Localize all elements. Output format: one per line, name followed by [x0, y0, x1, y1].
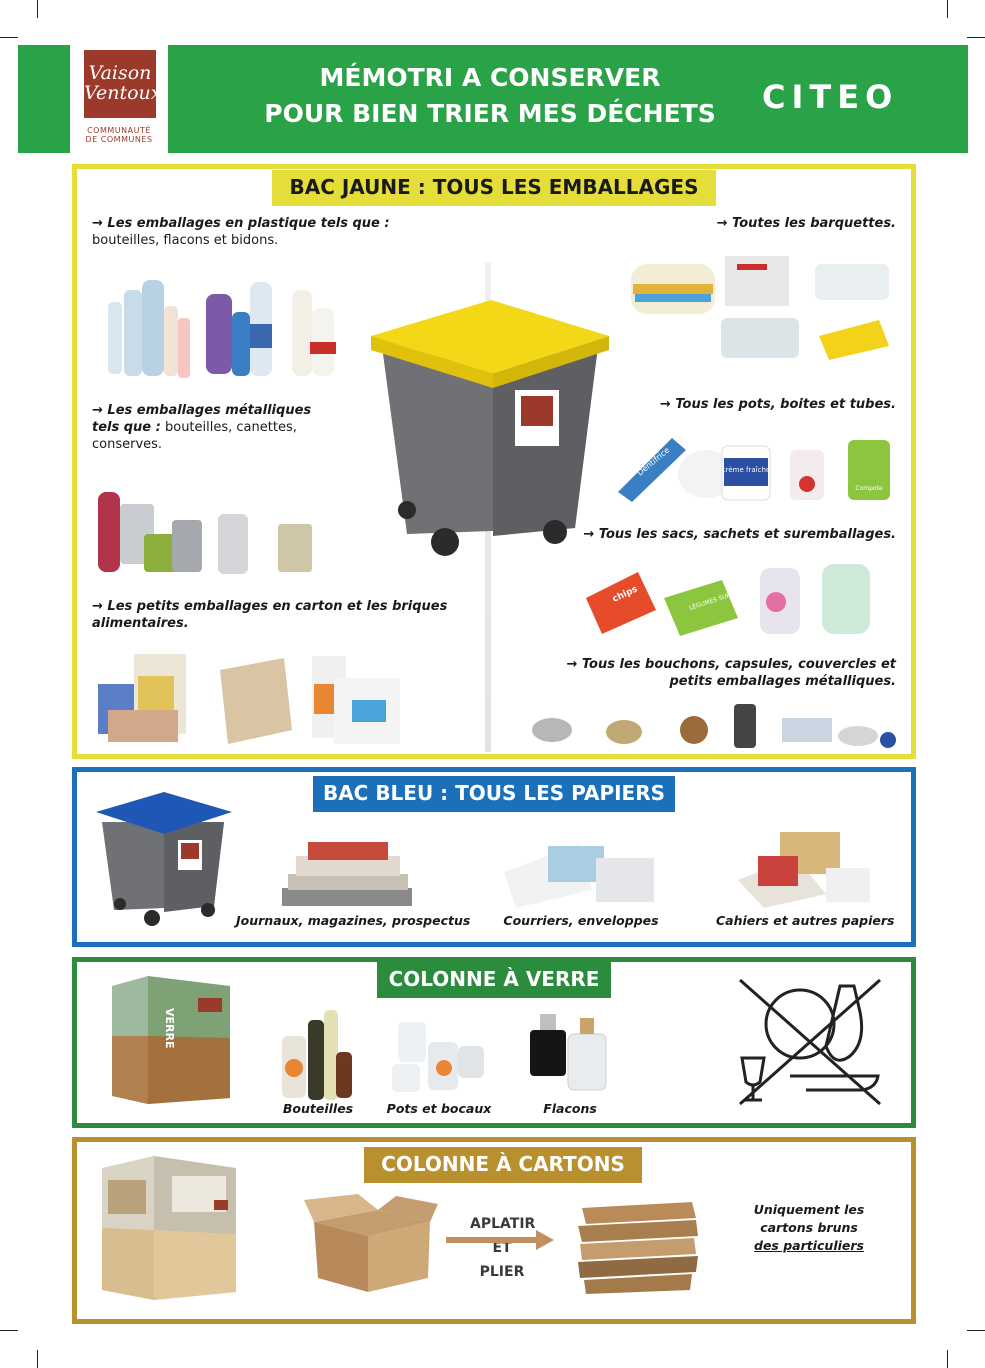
pots-illustration — [612, 432, 900, 504]
logo-line-1: Vaison — [88, 62, 152, 84]
cahiers-illustration — [730, 828, 876, 910]
page-title — [240, 60, 740, 132]
crop-mark — [947, 0, 948, 18]
section-title-colonne-verre: COLONNE À VERRE — [377, 962, 611, 998]
dentifrice-label: Dentifrice — [635, 445, 672, 478]
section-title-bac-jaune: BAC JAUNE : TOUS LES EMBALLAGES — [272, 170, 716, 206]
vaison-ventoux-logo — [70, 44, 168, 154]
logo-line-2: Ventoux — [84, 82, 162, 104]
cartons-note — [740, 1201, 878, 1255]
bouchons-illustration — [526, 700, 902, 752]
forbidden-glass-icon — [730, 972, 890, 1110]
carton-text-block — [92, 598, 472, 632]
verre-column-label: VERRE — [163, 1008, 176, 1049]
chips-label: chips — [611, 584, 640, 605]
sacs-text: → Tous les sacs, sachets et suremballages. — [583, 527, 896, 542]
logo-sub-2: DE COMMUNES — [85, 135, 153, 144]
pots-bocaux-illustration — [388, 1016, 488, 1096]
metal-text-1: bouteilles, canettes, — [160, 420, 297, 435]
cartons-note-2: cartons bruns — [760, 1220, 858, 1235]
page-title-line-2: POUR BIEN TRIER MES DÉCHETS — [264, 99, 716, 128]
caption-cahiers: Cahiers et autres papiers — [716, 913, 895, 928]
logo-sub-1: COMMUNAUTÉ — [87, 126, 151, 135]
crop-mark — [0, 37, 18, 38]
glass-column-illustration — [106, 974, 236, 1116]
metal-text-2: conserves. — [92, 437, 163, 452]
plastique-lead: → Les emballages en plastique tels que : — [92, 216, 390, 231]
barquettes-illustration — [625, 248, 897, 360]
crop-mark — [967, 1330, 985, 1331]
aplatir-line-1: APLATIR — [470, 1216, 536, 1232]
crop-mark — [0, 1330, 18, 1331]
blue-bin-illustration — [92, 788, 236, 932]
citeo-logo: CITEO — [762, 78, 899, 116]
caption-courriers: Courriers, enveloppes — [503, 913, 659, 928]
caption-flacons: Flacons — [543, 1101, 597, 1116]
cartons-note-3: des particuliers — [754, 1238, 864, 1253]
carton-lead-2: alimentaires. — [92, 616, 189, 631]
plastique-text-block — [92, 215, 432, 249]
barquettes-text: → Toutes les barquettes. — [716, 216, 896, 231]
metal-text-block — [92, 402, 332, 453]
section-title-bac-bleu: BAC BLEU : TOUS LES PAPIERS — [313, 776, 675, 812]
caption-pots-bocaux: Pots et bocaux — [386, 1101, 492, 1116]
carton-packaging-illustration — [94, 648, 414, 748]
journaux-illustration — [278, 836, 418, 910]
flacons-illustration — [524, 1010, 614, 1098]
open-cardboard-box-illustration — [300, 1192, 442, 1298]
pots-text: → Tous les pots, boites et tubes. — [659, 397, 896, 412]
bouchons-text-block: → Tous les bouchons, capsules, couvercles et petits emballages métalliques. — [566, 657, 896, 689]
courriers-illustration — [500, 832, 658, 910]
section-title-colonne-cartons: COLONNE À CARTONS — [364, 1147, 642, 1183]
plastique-text: bouteilles, flacons et bidons. — [92, 233, 279, 248]
compote-label: Compote — [855, 485, 883, 492]
metal-packaging-illustration — [92, 484, 332, 580]
sacs-illustration — [582, 558, 882, 638]
crop-mark — [37, 0, 38, 18]
creme-fraiche-label: crème fraîche — [721, 466, 771, 474]
carton-lead-1: → Les petits emballages en carton et les briques — [92, 599, 448, 614]
bouteilles-illustration — [276, 1000, 356, 1102]
arrow-right-icon — [446, 1228, 556, 1252]
crop-mark — [947, 1350, 948, 1368]
carton-column-illustration — [96, 1150, 242, 1312]
aplatir-line-2: ET PLIER — [479, 1240, 525, 1280]
page-title-line-1: MÉMOTRI A CONSERVER — [319, 63, 661, 92]
flattened-cartons-illustration — [572, 1196, 702, 1296]
cartons-note-1: Uniquement les — [753, 1202, 865, 1217]
metal-lead-1: → Les emballages métalliques — [92, 403, 312, 418]
crop-mark — [37, 1350, 38, 1368]
caption-journaux: Journaux, magazines, prospectus — [236, 913, 471, 928]
caption-bouteilles: Bouteilles — [282, 1101, 354, 1116]
metal-lead-2: tels que : — [92, 420, 161, 435]
crop-mark — [967, 37, 985, 38]
legumes-label: LÉGUMES SURGELÉS — [688, 585, 751, 612]
plastic-bottles-illustration — [100, 272, 345, 384]
